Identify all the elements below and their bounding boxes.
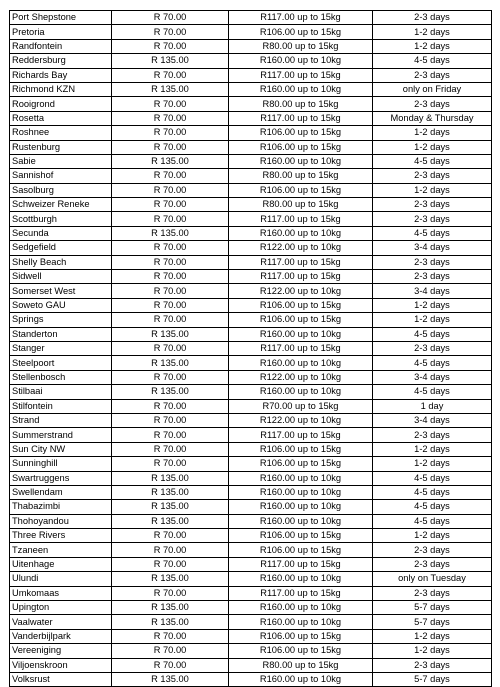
town-cell: Rooigrond [10, 97, 112, 111]
town-cell: Sannishof [10, 169, 112, 183]
base-price-cell: R 135.00 [112, 356, 229, 370]
table-row [10, 25, 492, 39]
weight-rate-cell: R117.00 up to 15kg [229, 68, 373, 82]
base-price-cell: R 70.00 [112, 428, 229, 442]
delivery-time-cell: 2-3 days [373, 341, 492, 355]
town-cell: Stilfontein [10, 399, 112, 413]
town-cell: Randfontein [10, 39, 112, 53]
base-price-cell: R 70.00 [112, 399, 229, 413]
base-price-cell: R 135.00 [112, 226, 229, 240]
table-row [10, 370, 492, 384]
delivery-time-cell: 1-2 days [373, 457, 492, 471]
town-cell: Viljoenskroon [10, 658, 112, 672]
town-cell: Stanger [10, 341, 112, 355]
delivery-time-cell: 2-3 days [373, 212, 492, 226]
weight-rate-cell: R117.00 up to 15kg [229, 557, 373, 571]
base-price-cell: R 70.00 [112, 543, 229, 557]
delivery-time-cell: 1-2 days [373, 183, 492, 197]
delivery-time-cell: 1-2 days [373, 442, 492, 456]
delivery-time-cell: 2-3 days [373, 586, 492, 600]
table-row [10, 399, 492, 413]
town-cell: Reddersburg [10, 54, 112, 68]
weight-rate-cell: R160.00 up to 10kg [229, 514, 373, 528]
town-cell: Tzaneen [10, 543, 112, 557]
weight-rate-cell: R106.00 up to 15kg [229, 629, 373, 643]
delivery-time-cell: 1-2 days [373, 313, 492, 327]
table-row [10, 126, 492, 140]
table-row [10, 183, 492, 197]
table-row [10, 241, 492, 255]
table-row [10, 212, 492, 226]
weight-rate-cell: R160.00 up to 10kg [229, 327, 373, 341]
base-price-cell: R 70.00 [112, 255, 229, 269]
delivery-time-cell: 2-3 days [373, 543, 492, 557]
weight-rate-cell: R106.00 up to 15kg [229, 126, 373, 140]
town-cell: Uitenhage [10, 557, 112, 571]
delivery-time-cell: 4-5 days [373, 500, 492, 514]
table-row [10, 543, 492, 557]
weight-rate-cell: R80.00 up to 15kg [229, 97, 373, 111]
base-price-cell: R 70.00 [112, 341, 229, 355]
table-row [10, 557, 492, 571]
weight-rate-cell: R122.00 up to 10kg [229, 284, 373, 298]
town-cell: Stilbaai [10, 385, 112, 399]
base-price-cell: R 70.00 [112, 169, 229, 183]
weight-rate-cell: R117.00 up to 15kg [229, 255, 373, 269]
base-price-cell: R 70.00 [112, 270, 229, 284]
delivery-time-cell: 4-5 days [373, 356, 492, 370]
weight-rate-cell: R106.00 up to 15kg [229, 140, 373, 154]
weight-rate-cell: R160.00 up to 10kg [229, 500, 373, 514]
weight-rate-cell: R160.00 up to 10kg [229, 82, 373, 96]
town-cell: Sasolburg [10, 183, 112, 197]
weight-rate-cell: R70.00 up to 15kg [229, 399, 373, 413]
delivery-time-cell: 3-4 days [373, 413, 492, 427]
table-row [10, 154, 492, 168]
delivery-time-cell: only on Tuesday [373, 572, 492, 586]
table-row [10, 356, 492, 370]
delivery-time-cell: 4-5 days [373, 54, 492, 68]
town-cell: Swellendam [10, 485, 112, 499]
town-cell: Roshnee [10, 126, 112, 140]
table-row [10, 198, 492, 212]
table-row [10, 442, 492, 456]
delivery-time-cell: 1-2 days [373, 25, 492, 39]
delivery-time-cell: 1-2 days [373, 39, 492, 53]
table-row [10, 471, 492, 485]
base-price-cell: R 70.00 [112, 97, 229, 111]
delivery-time-cell: 1-2 days [373, 629, 492, 643]
weight-rate-cell: R160.00 up to 10kg [229, 615, 373, 629]
town-cell: Scottburgh [10, 212, 112, 226]
base-price-cell: R 135.00 [112, 514, 229, 528]
delivery-time-cell: 2-3 days [373, 11, 492, 25]
table-row [10, 313, 492, 327]
base-price-cell: R 70.00 [112, 529, 229, 543]
delivery-time-cell: 2-3 days [373, 557, 492, 571]
base-price-cell: R 70.00 [112, 111, 229, 125]
town-cell: Volksrust [10, 672, 112, 686]
delivery-time-cell: 2-3 days [373, 428, 492, 442]
base-price-cell: R 135.00 [112, 672, 229, 686]
table-row [10, 327, 492, 341]
table-row [10, 97, 492, 111]
weight-rate-cell: R106.00 up to 15kg [229, 529, 373, 543]
base-price-cell: R 135.00 [112, 615, 229, 629]
table-row [10, 255, 492, 269]
table-row [10, 413, 492, 427]
weight-rate-cell: R106.00 up to 15kg [229, 442, 373, 456]
delivery-time-cell: 1-2 days [373, 126, 492, 140]
weight-rate-cell: R122.00 up to 10kg [229, 370, 373, 384]
table-row [10, 39, 492, 53]
base-price-cell: R 70.00 [112, 658, 229, 672]
town-cell: Secunda [10, 226, 112, 240]
town-cell: Pretoria [10, 25, 112, 39]
base-price-cell: R 70.00 [112, 457, 229, 471]
base-price-cell: R 70.00 [112, 126, 229, 140]
delivery-time-cell: 2-3 days [373, 270, 492, 284]
weight-rate-cell: R160.00 up to 10kg [229, 572, 373, 586]
base-price-cell: R 70.00 [112, 11, 229, 25]
delivery-time-cell: 4-5 days [373, 485, 492, 499]
base-price-cell: R 70.00 [112, 298, 229, 312]
weight-rate-cell: R160.00 up to 10kg [229, 485, 373, 499]
base-price-cell: R 70.00 [112, 25, 229, 39]
table-row [10, 11, 492, 25]
weight-rate-cell: R160.00 up to 10kg [229, 672, 373, 686]
base-price-cell: R 70.00 [112, 644, 229, 658]
base-price-cell: R 70.00 [112, 586, 229, 600]
table-row [10, 629, 492, 643]
town-cell: Port Shepstone [10, 11, 112, 25]
base-price-cell: R 135.00 [112, 500, 229, 514]
delivery-time-cell: 1 day [373, 399, 492, 413]
town-cell: Shelly Beach [10, 255, 112, 269]
base-price-cell: R 135.00 [112, 572, 229, 586]
town-cell: Richmond KZN [10, 82, 112, 96]
town-cell: Rosetta [10, 111, 112, 125]
town-cell: Strand [10, 413, 112, 427]
weight-rate-cell: R106.00 up to 15kg [229, 298, 373, 312]
weight-rate-cell: R160.00 up to 10kg [229, 54, 373, 68]
table-row [10, 500, 492, 514]
town-cell: Soweto GAU [10, 298, 112, 312]
base-price-cell: R 70.00 [112, 629, 229, 643]
delivery-time-cell: 3-4 days [373, 370, 492, 384]
weight-rate-cell: R122.00 up to 10kg [229, 413, 373, 427]
base-price-cell: R 70.00 [112, 442, 229, 456]
town-cell: Vanderbijlpark [10, 629, 112, 643]
weight-rate-cell: R160.00 up to 10kg [229, 154, 373, 168]
base-price-cell: R 70.00 [112, 212, 229, 226]
town-cell: Sidwell [10, 270, 112, 284]
table-row [10, 270, 492, 284]
delivery-time-cell: 2-3 days [373, 169, 492, 183]
table-row [10, 457, 492, 471]
base-price-cell: R 70.00 [112, 557, 229, 571]
table-row [10, 111, 492, 125]
delivery-time-cell: 5-7 days [373, 672, 492, 686]
table-row [10, 169, 492, 183]
town-cell: Thohoyandou [10, 514, 112, 528]
weight-rate-cell: R117.00 up to 15kg [229, 428, 373, 442]
delivery-time-cell: only on Friday [373, 82, 492, 96]
table-row [10, 672, 492, 686]
base-price-cell: R 70.00 [112, 183, 229, 197]
table-row [10, 658, 492, 672]
weight-rate-cell: R106.00 up to 15kg [229, 183, 373, 197]
weight-rate-cell: R80.00 up to 15kg [229, 198, 373, 212]
table-row [10, 68, 492, 82]
weight-rate-cell: R80.00 up to 15kg [229, 39, 373, 53]
table-row [10, 572, 492, 586]
delivery-time-cell: 4-5 days [373, 471, 492, 485]
delivery-time-cell: 4-5 days [373, 154, 492, 168]
delivery-time-cell: 4-5 days [373, 327, 492, 341]
weight-rate-cell: R160.00 up to 10kg [229, 471, 373, 485]
base-price-cell: R 135.00 [112, 601, 229, 615]
weight-rate-cell: R106.00 up to 15kg [229, 543, 373, 557]
table-row [10, 644, 492, 658]
weight-rate-cell: R160.00 up to 10kg [229, 356, 373, 370]
weight-rate-cell: R117.00 up to 15kg [229, 212, 373, 226]
town-cell: Summerstrand [10, 428, 112, 442]
town-cell: Thabazimbi [10, 500, 112, 514]
town-cell: Umkomaas [10, 586, 112, 600]
delivery-time-cell: 1-2 days [373, 140, 492, 154]
town-cell: Upington [10, 601, 112, 615]
delivery-time-cell: 2-3 days [373, 198, 492, 212]
delivery-rates-table [9, 10, 492, 687]
weight-rate-cell: R80.00 up to 15kg [229, 658, 373, 672]
base-price-cell: R 70.00 [112, 68, 229, 82]
weight-rate-cell: R106.00 up to 15kg [229, 644, 373, 658]
town-cell: Standerton [10, 327, 112, 341]
table-row [10, 428, 492, 442]
town-cell: Springs [10, 313, 112, 327]
town-cell: Vereeniging [10, 644, 112, 658]
base-price-cell: R 135.00 [112, 485, 229, 499]
delivery-time-cell: Monday & Thursday [373, 111, 492, 125]
weight-rate-cell: R117.00 up to 15kg [229, 270, 373, 284]
table-row [10, 82, 492, 96]
town-cell: Sunninghill [10, 457, 112, 471]
town-cell: Stellenbosch [10, 370, 112, 384]
town-cell: Richards Bay [10, 68, 112, 82]
table-row [10, 586, 492, 600]
base-price-cell: R 135.00 [112, 54, 229, 68]
base-price-cell: R 135.00 [112, 154, 229, 168]
delivery-time-cell: 3-4 days [373, 284, 492, 298]
town-cell: Sun City NW [10, 442, 112, 456]
weight-rate-cell: R160.00 up to 10kg [229, 601, 373, 615]
base-price-cell: R 70.00 [112, 313, 229, 327]
town-cell: Ulundi [10, 572, 112, 586]
town-cell: Somerset West [10, 284, 112, 298]
base-price-cell: R 70.00 [112, 140, 229, 154]
base-price-cell: R 135.00 [112, 471, 229, 485]
table-row [10, 601, 492, 615]
weight-rate-cell: R160.00 up to 10kg [229, 226, 373, 240]
base-price-cell: R 135.00 [112, 385, 229, 399]
delivery-time-cell: 2-3 days [373, 68, 492, 82]
base-price-cell: R 70.00 [112, 241, 229, 255]
town-cell: Steelpoort [10, 356, 112, 370]
table-row [10, 341, 492, 355]
table-row [10, 385, 492, 399]
table-row [10, 140, 492, 154]
table-row [10, 615, 492, 629]
town-cell: Vaalwater [10, 615, 112, 629]
weight-rate-cell: R122.00 up to 10kg [229, 241, 373, 255]
weight-rate-cell: R106.00 up to 15kg [229, 313, 373, 327]
weight-rate-cell: R160.00 up to 10kg [229, 385, 373, 399]
table-row [10, 529, 492, 543]
weight-rate-cell: R106.00 up to 15kg [229, 25, 373, 39]
delivery-time-cell: 1-2 days [373, 644, 492, 658]
delivery-time-cell: 2-3 days [373, 97, 492, 111]
town-cell: Schweizer Reneke [10, 198, 112, 212]
table-row [10, 284, 492, 298]
base-price-cell: R 70.00 [112, 284, 229, 298]
delivery-rates-body [10, 11, 492, 687]
table-row [10, 514, 492, 528]
town-cell: Three Rivers [10, 529, 112, 543]
base-price-cell: R 70.00 [112, 370, 229, 384]
weight-rate-cell: R80.00 up to 15kg [229, 169, 373, 183]
town-cell: Rustenburg [10, 140, 112, 154]
weight-rate-cell: R117.00 up to 15kg [229, 341, 373, 355]
delivery-time-cell: 3-4 days [373, 241, 492, 255]
weight-rate-cell: R117.00 up to 15kg [229, 11, 373, 25]
delivery-time-cell: 2-3 days [373, 658, 492, 672]
town-cell: Swartruggens [10, 471, 112, 485]
base-price-cell: R 70.00 [112, 39, 229, 53]
delivery-time-cell: 5-7 days [373, 615, 492, 629]
table-row [10, 54, 492, 68]
base-price-cell: R 70.00 [112, 413, 229, 427]
table-row [10, 226, 492, 240]
delivery-time-cell: 2-3 days [373, 255, 492, 269]
delivery-time-cell: 5-7 days [373, 601, 492, 615]
table-row [10, 485, 492, 499]
delivery-time-cell: 1-2 days [373, 529, 492, 543]
table-row [10, 298, 492, 312]
base-price-cell: R 135.00 [112, 327, 229, 341]
base-price-cell: R 135.00 [112, 82, 229, 96]
delivery-time-cell: 4-5 days [373, 385, 492, 399]
weight-rate-cell: R117.00 up to 15kg [229, 111, 373, 125]
town-cell: Sedgefield [10, 241, 112, 255]
weight-rate-cell: R117.00 up to 15kg [229, 586, 373, 600]
delivery-time-cell: 4-5 days [373, 514, 492, 528]
weight-rate-cell: R106.00 up to 15kg [229, 457, 373, 471]
delivery-time-cell: 1-2 days [373, 298, 492, 312]
town-cell: Sabie [10, 154, 112, 168]
delivery-time-cell: 4-5 days [373, 226, 492, 240]
base-price-cell: R 70.00 [112, 198, 229, 212]
